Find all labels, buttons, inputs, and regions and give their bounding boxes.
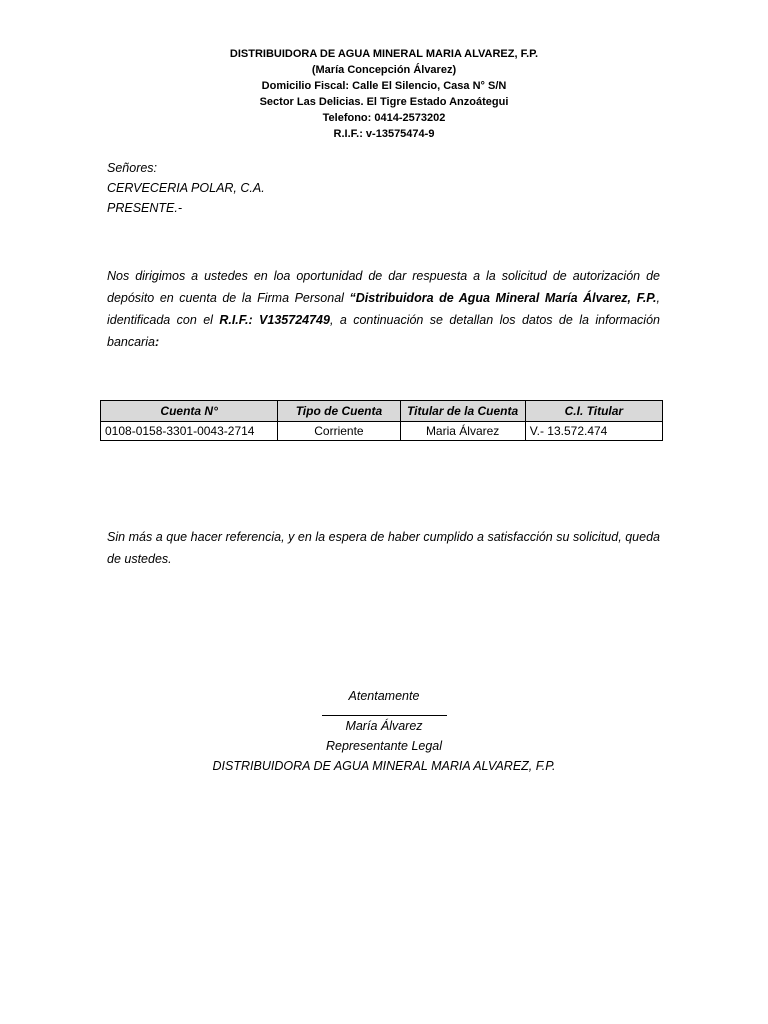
closing-text: Sin más a que hacer referencia, y en la espera de haber cumplido a satisfacción su solicitud, queda de ustedes bbox=[107, 530, 660, 566]
bank-account-table bbox=[100, 400, 663, 441]
cell-account-number: 0108-0158-3301-0043-2714 bbox=[101, 422, 278, 441]
signature-block bbox=[0, 686, 768, 776]
header-holder-id: C.I. Titular bbox=[525, 401, 662, 422]
closing-period: . bbox=[168, 552, 172, 566]
sector-address: Sector Las Delicias. El Tigre Estado Anzoátegui bbox=[259, 96, 509, 108]
cell-holder-id: V.- 13.572.474 bbox=[525, 422, 662, 441]
header-account-number: Cuenta N° bbox=[101, 401, 278, 422]
letterhead bbox=[0, 46, 768, 142]
fiscal-address: Domicilio Fiscal: Calle El Silencio, Casa N° S/N bbox=[261, 80, 507, 92]
atentamente: Atentamente bbox=[348, 689, 420, 703]
header-account-holder: Titular de la Cuenta bbox=[400, 401, 525, 422]
recipient-name: CERVECERIA POLAR, C.A. bbox=[107, 181, 265, 195]
company-name: DISTRIBUIDORA DE AGUA MINERAL MARIA ALVAREZ, F.P. bbox=[229, 48, 539, 60]
signer-title: Representante Legal bbox=[325, 739, 443, 753]
body-text-part2: , identificada con el bbox=[107, 291, 660, 327]
body-rif: R.I.F.: V135724749 bbox=[219, 313, 330, 327]
header-account-type: Tipo de Cuenta bbox=[278, 401, 400, 422]
signer-company: DISTRIBUIDORA DE AGUA MINERAL MARIA ALVAREZ, F.P. bbox=[212, 759, 556, 773]
cell-account-holder: Maria Álvarez bbox=[400, 422, 525, 441]
body-text-part3: , a continuación se detallan los datos de la información bancaria bbox=[107, 313, 660, 349]
greeting: Señores: bbox=[107, 161, 158, 175]
body-colon: : bbox=[154, 335, 160, 349]
presente-line: PRESENTE.- bbox=[107, 201, 183, 215]
table-row bbox=[101, 422, 663, 441]
body-paragraph bbox=[107, 265, 660, 353]
recipient-block bbox=[107, 158, 265, 218]
rif-number: R.I.F.: v-13575474-9 bbox=[333, 128, 435, 140]
firm-name: “Distribuidora de Agua Mineral María Álvarez, F.P. bbox=[349, 291, 657, 305]
owner-name: (María Concepción Álvarez) bbox=[311, 64, 457, 76]
closing-paragraph bbox=[107, 526, 660, 570]
phone-number: Telefono: 0414-2573202 bbox=[322, 112, 446, 124]
cell-account-type: Corriente bbox=[278, 422, 400, 441]
signer-name: María Álvarez bbox=[345, 719, 423, 733]
table-header-row bbox=[101, 401, 663, 422]
body-text-part1: Nos dirigimos a ustedes en loa oportunidad de dar respuesta a la solicitud de autorización de depósito en cuenta de la Firma Personal bbox=[107, 269, 660, 305]
